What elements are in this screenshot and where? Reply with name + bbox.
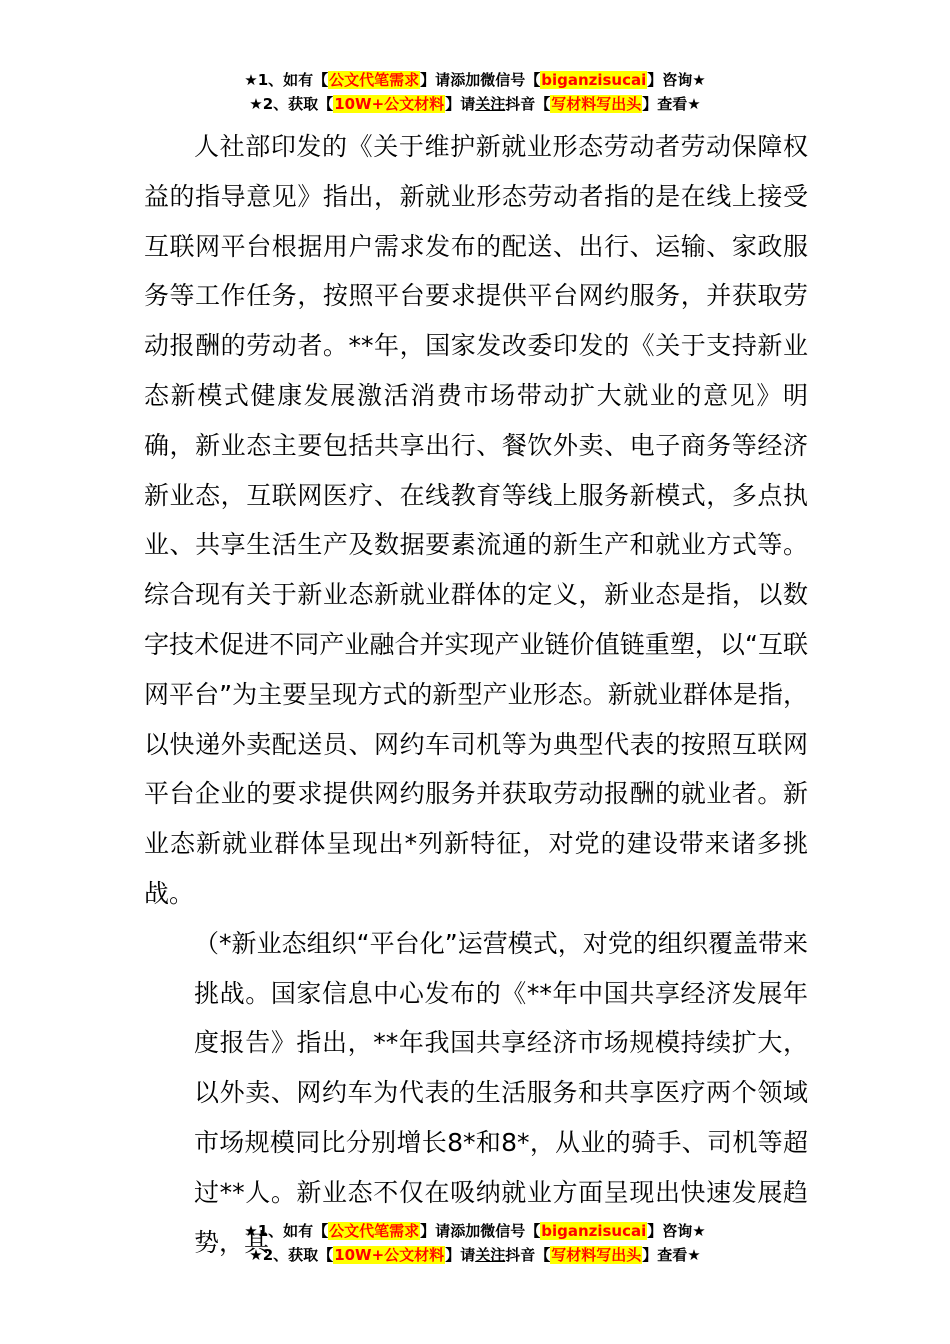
banner-1-mid: 】请 <box>420 71 451 89</box>
footer-1-prefix: ★1、如有【 <box>244 1222 329 1240</box>
banner-1-highlight-wechat: biganzisucai <box>541 71 647 89</box>
document-body <box>144 122 808 1267</box>
footer-2-suffix: 】查看★ <box>642 1246 701 1264</box>
footer-2-mid2: 抖音【 <box>505 1246 551 1264</box>
footer-2-mid: 】请 <box>445 1246 476 1264</box>
banner-2-highlight-douyin: 写材料写出头 <box>551 95 642 113</box>
footer-banner-line-2 <box>0 1243 950 1267</box>
footer-2-highlight-materials: 10W+公文材料 <box>334 1246 445 1264</box>
footer-banner <box>0 1219 950 1267</box>
banner-2-highlight-materials: 10W+公文材料 <box>334 95 445 113</box>
header-banner <box>0 68 950 116</box>
footer-1-suffix: 】咨询★ <box>647 1222 706 1240</box>
paragraph-2: （*新业态组织“平台化”运营模式，对党的组织覆盖带来挑战。国家信息中心发布的《**年中国共享经济发展年度报告》指出，**年我国共享经济市场规模持续扩大，以外卖、网约车为代表的生活服务和共享医疗两个领域市场规模同比分别增长8*和8*，从业的骑手、司机等超过**人。新业态不仅在吸纳就业方面呈现出快速发展趋势，其 <box>194 928 808 1257</box>
banner-line-1 <box>0 68 950 92</box>
footer-1-highlight-wechat: biganzisucai <box>541 1222 647 1240</box>
banner-2-suffix: 】查看★ <box>642 95 701 113</box>
banner-2-mid: 】请 <box>445 95 476 113</box>
footer-1-highlight-service: 公文代笔需求 <box>329 1222 420 1240</box>
footer-banner-line-1 <box>0 1219 950 1243</box>
footer-1-add: 添加 <box>450 1222 481 1240</box>
banner-2-prefix: ★2、获取【 <box>249 95 334 113</box>
footer-2-follow: 关注 <box>475 1246 506 1264</box>
footer-1-mid: 】请 <box>420 1222 451 1240</box>
banner-line-2 <box>0 92 950 116</box>
footer-2-prefix: ★2、获取【 <box>249 1246 334 1264</box>
banner-2-mid2: 抖音【 <box>505 95 551 113</box>
banner-2-follow: 关注 <box>475 95 506 113</box>
banner-1-mid2: 微信号【 <box>480 71 541 89</box>
banner-1-prefix: ★1、如有【 <box>244 71 329 89</box>
banner-1-suffix: 】咨询★ <box>647 71 706 89</box>
banner-1-highlight-service: 公文代笔需求 <box>329 71 420 89</box>
banner-1-add: 添加 <box>450 71 481 89</box>
paragraph-1: 人社部印发的《关于维护新就业形态劳动者劳动保障权益的指导意见》指出，新就业形态劳动者指的是在线上接受互联网平台根据用户需求发布的配送、出行、运输、家政服务等工作任务，按照平台要求提供平台网约服务，并获取劳动报酬的劳动者。**年，国家发改委印发的《关于支持新业态新模式健康发展激活消费市场带动扩大就业的意见》明确，新业态主要包括共享出行、餐饮外卖、电子商务等经济新业态，互联网医疗、在线教育等线上服务新模式，多点执业、共享生活生产及数据要素流通的新生产和就业方式等。综合现有关于新业态新就业群体的定义，新业态是指，以数字技术促进不同产业融合并实现产业链价值链重塑，以“互联网平台”为主要呈现方式的新型产业形态。新就业群体是指，以快递外卖配送员、网约车司机等为典型代表的按照互联网平台企业的要求提供网约服务并获取劳动报酬的就业者。新业态新就业群体呈现出*列新特征，对党的建设带来诸多挑战。 <box>144 132 808 908</box>
footer-2-highlight-douyin: 写材料写出头 <box>551 1246 642 1264</box>
footer-1-mid2: 微信号【 <box>480 1222 541 1240</box>
